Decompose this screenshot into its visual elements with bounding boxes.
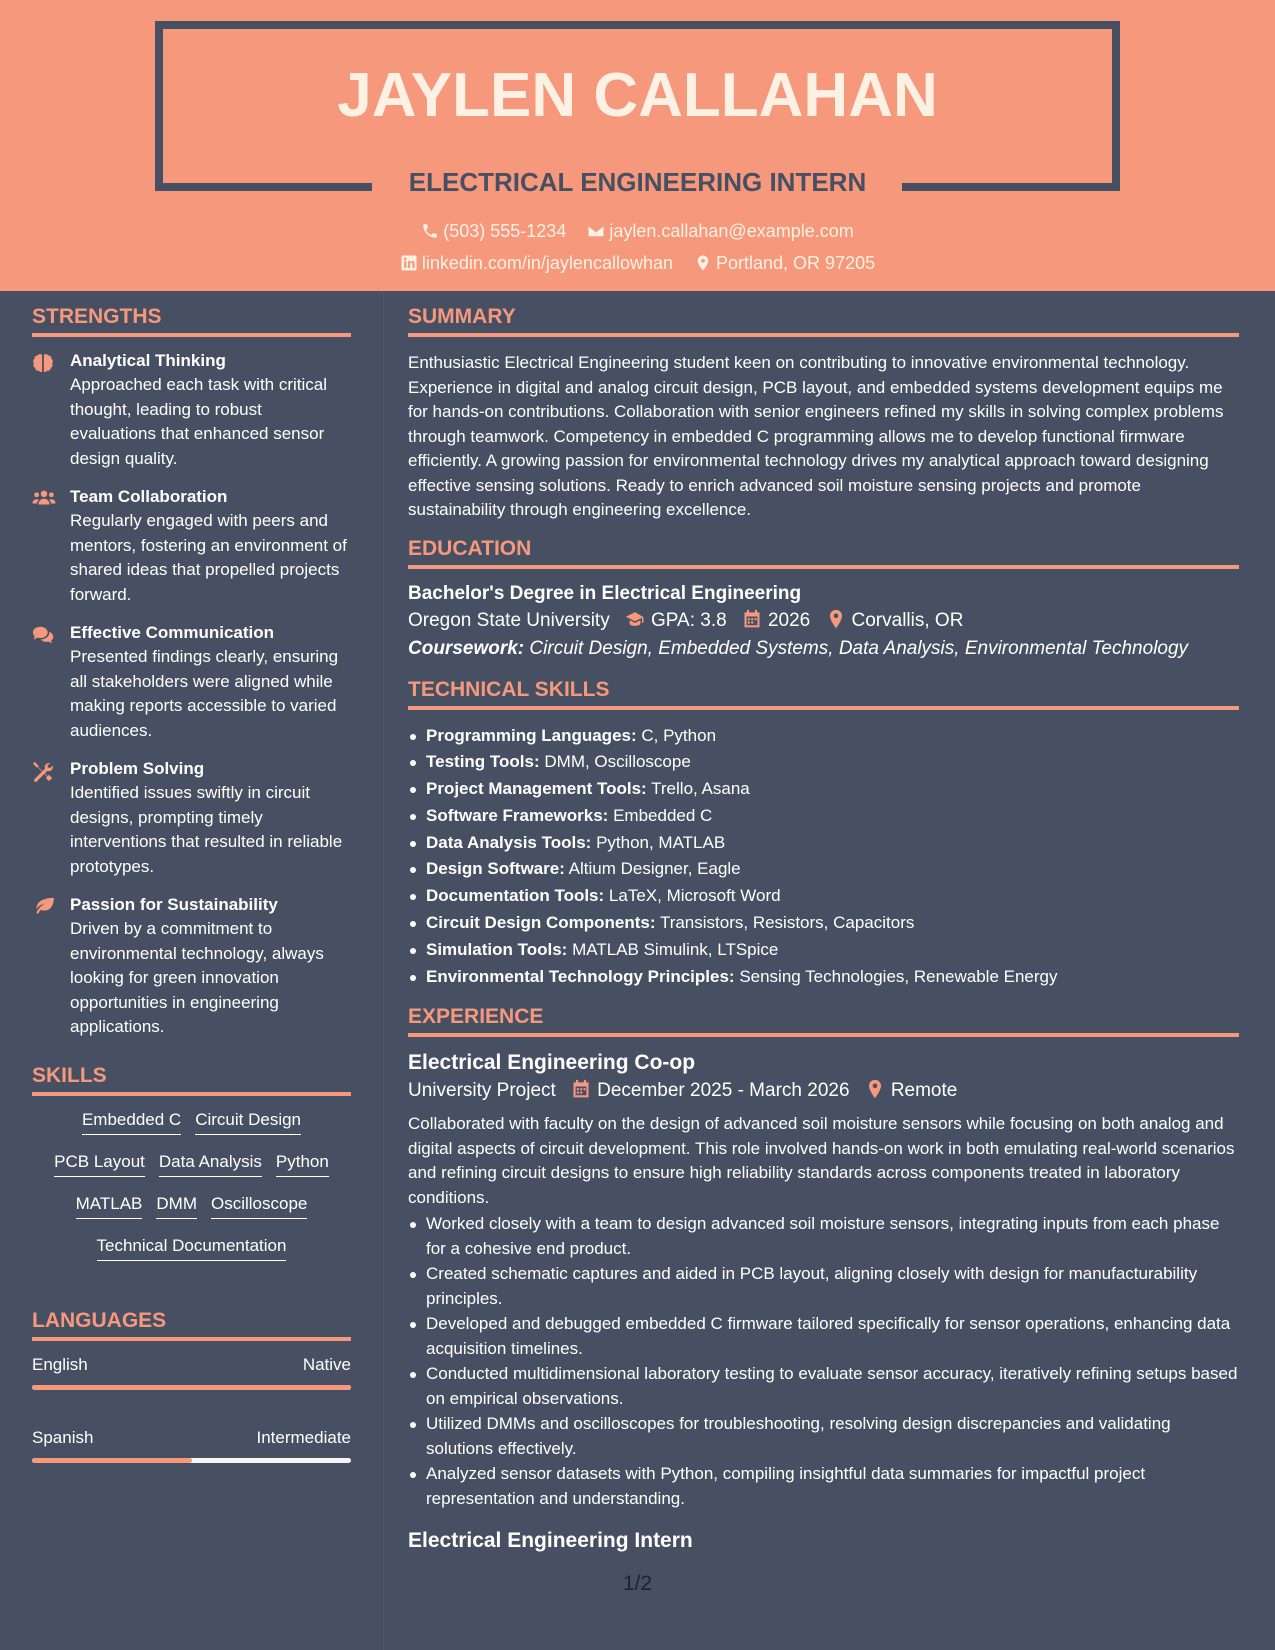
strength-item [32,895,351,1040]
email-item[interactable] [587,221,853,242]
linkedin-item[interactable] [400,253,673,274]
language-bar-fill [32,1458,192,1463]
list-item: Testing Tools: DMM, Oscilloscope [408,750,1239,775]
list-item: Circuit Design Components: Transistors, Resistors, Capacitors [408,911,1239,936]
envelope-icon [587,222,605,240]
skill-chip: DMM [156,1194,197,1219]
list-item: Created schematic captures and aided in PCB layout, aligning closely with design for manufacturability principles. [408,1262,1239,1311]
education-degree: Bachelor's Degree in Electrical Engineering [408,582,802,604]
language-level: Native [302,1354,351,1374]
skill-chip: Circuit Design [195,1110,301,1135]
coursework [408,638,1239,660]
page-number: 1/2 [622,1572,653,1595]
skill-chip: Technical Documentation [97,1236,287,1261]
map-pin-icon [826,609,846,629]
job-bullets [408,1212,1239,1511]
technical-skills-title: TECHNICAL SKILLS [408,678,1239,710]
summary-title: SUMMARY [408,305,1239,337]
language-item [32,1355,351,1390]
list-item: Design Software: Altium Designer, Eagle [408,857,1239,882]
map-pin-icon [865,1079,885,1099]
language-item [32,1428,351,1463]
skill-chip: Embedded C [82,1110,181,1135]
job-title: Electrical Engineering Co-op [408,1051,696,1075]
list-item: Environmental Technology Principles: Sensing Technologies, Renewable Energy [408,965,1239,990]
skill-chip: PCB Layout [54,1152,145,1177]
strength-item [32,487,351,607]
contact-row-2 [0,253,1275,274]
skill-chip: Data Analysis [159,1152,262,1177]
education-title: EDUCATION [408,537,1239,569]
list-item: Programming Languages: C, Python [408,724,1239,749]
skills-list [32,1110,351,1278]
technical-skills-list [408,724,1239,990]
strength-desc: Regularly engaged with peers and mentors, fostering an environment of shared ideas that propelled projects forward. [70,511,347,604]
list-item: Documentation Tools: LaTeX, Microsoft Word [408,884,1239,909]
job-description: Collaborated with faculty on the design of advanced soil moisture sensors while focusing on both analog and digital aspects of circuit development. This role involved hands-on work in both emulating real-world scenarios and refining circuit designs to ensure high reliability standards across components treated in laboratory conditions. [408,1114,1235,1207]
users-icon [32,489,56,507]
strength-desc: Driven by a commitment to environmental technology, always looking for green innovation opportunities in engineering applications. [70,919,324,1036]
job-location: Remote [890,1080,958,1102]
location-item [694,253,875,274]
strength-title: Team Collaboration [70,487,228,506]
language-name: Spanish [32,1427,94,1447]
list-item: Conducted multidimensional laboratory testing to evaluate sensor accuracy, iteratively refining setups based on empirical observations. [408,1362,1239,1411]
calendar-icon [571,1079,591,1099]
strength-desc: Presented findings clearly, ensuring all stakeholders were aligned while making reports accessible to varied audiences. [70,647,339,740]
education-gpa: GPA: 3.8 [650,609,727,631]
job-dates: December 2025 - March 2026 [597,1080,850,1102]
strength-title: Analytical Thinking [70,351,226,370]
education-location: Corvallis, OR [851,609,964,631]
list-item: Worked closely with a team to design advanced soil moisture sensors, integrating inputs from each phase for a cohesive end product. [408,1212,1239,1261]
strength-title: Problem Solving [70,759,205,778]
comments-icon [32,625,56,645]
language-level: Intermediate [256,1427,351,1447]
strength-item [32,351,351,471]
resume-header [0,0,1275,291]
list-item: Project Management Tools: Trello, Asana [408,777,1239,802]
list-item: Developed and debugged embedded C firmware tailored specifically for sensor operations, enhancing data acquisition timelines. [408,1312,1239,1361]
strengths-title: STRENGTHS [32,305,351,337]
summary-text: Enthusiastic Electrical Engineering student keen on contributing to innovative environmental technology. Experience in digital and analog circuit design, PCB layout, and embedded systems development equips me for hands-on contributions. Collaboration with senior engineers refined my skills in solving complex problems through teamwork. Competency in embedded C programming allows me to develop functional firmware efficiently. A growing passion for environmental technology drives my analytical approach toward designing effective sensing solutions. Ready to enrich advanced soil moisture sensing projects and promote sustainability through engineering excellence. [408,353,1224,519]
experience-title: EXPERIENCE [408,1005,1239,1037]
map-pin-icon [694,254,712,272]
strength-desc: Approached each task with critical thought, leading to robust evaluations that enhanced sensor design quality. [70,375,328,468]
strength-item [32,623,351,743]
list-item: Utilized DMMs and oscilloscopes for troubleshooting, resolving design discrepancies and validating solutions effectively. [408,1412,1239,1461]
phone-text: (503) 555-1234 [443,221,567,241]
brain-icon [32,353,54,373]
list-item: Simulation Tools: MATLAB Simulink, LTSpice [408,938,1239,963]
job-org: University Project [408,1080,556,1102]
phone-item[interactable] [421,221,566,242]
education-details [408,609,1239,632]
tools-icon [32,761,54,783]
strength-title: Effective Communication [70,623,275,642]
main-content [408,291,1239,1553]
leaf-icon [32,897,56,917]
skill-chip: MATLAB [76,1194,143,1219]
job-meta [408,1079,1239,1102]
linkedin-text: linkedin.com/in/jaylencallowhan [421,253,673,273]
column-divider [383,291,384,1650]
language-name: English [32,1354,88,1374]
skill-chip: Python [276,1152,329,1177]
skill-chip: Oscilloscope [211,1194,307,1219]
language-bar [32,1458,351,1463]
list-item: Software Frameworks: Embedded C [408,804,1239,829]
candidate-name: JAYLEN CALLAHAN [337,61,938,130]
coursework-label: Coursework: [408,637,525,659]
graduation-cap-icon [625,609,645,629]
job-role: ELECTRICAL ENGINEERING INTERN [408,167,867,197]
coursework-list: Circuit Design, Embedded Systems, Data Analysis, Environmental Technology [529,637,1189,659]
education-year: 2026 [767,609,811,631]
languages-title: LANGUAGES [32,1309,351,1341]
job-title: Electrical Engineering Intern [408,1529,693,1553]
sidebar [32,291,351,1501]
list-item: Data Analysis Tools: Python, MATLAB [408,831,1239,856]
linkedin-icon [400,254,418,272]
list-item: Analyzed sensor datasets with Python, compiling insightful data summaries for impactful project representation and understanding. [408,1462,1239,1511]
strength-title: Passion for Sustainability [70,895,278,914]
contact-row-1 [0,221,1275,242]
strength-item [32,759,351,879]
location-text: Portland, OR 97205 [716,253,876,273]
language-bar [32,1385,351,1390]
email-text: jaylen.callahan@example.com [609,221,854,241]
strength-desc: Identified issues swiftly in circuit designs, prompting timely interventions that resulted in reliable prototypes. [70,783,343,876]
language-bar-fill [32,1385,351,1390]
skills-title: SKILLS [32,1064,351,1096]
calendar-icon [742,609,762,629]
phone-icon [421,222,439,240]
education-school: Oregon State University [408,609,610,631]
